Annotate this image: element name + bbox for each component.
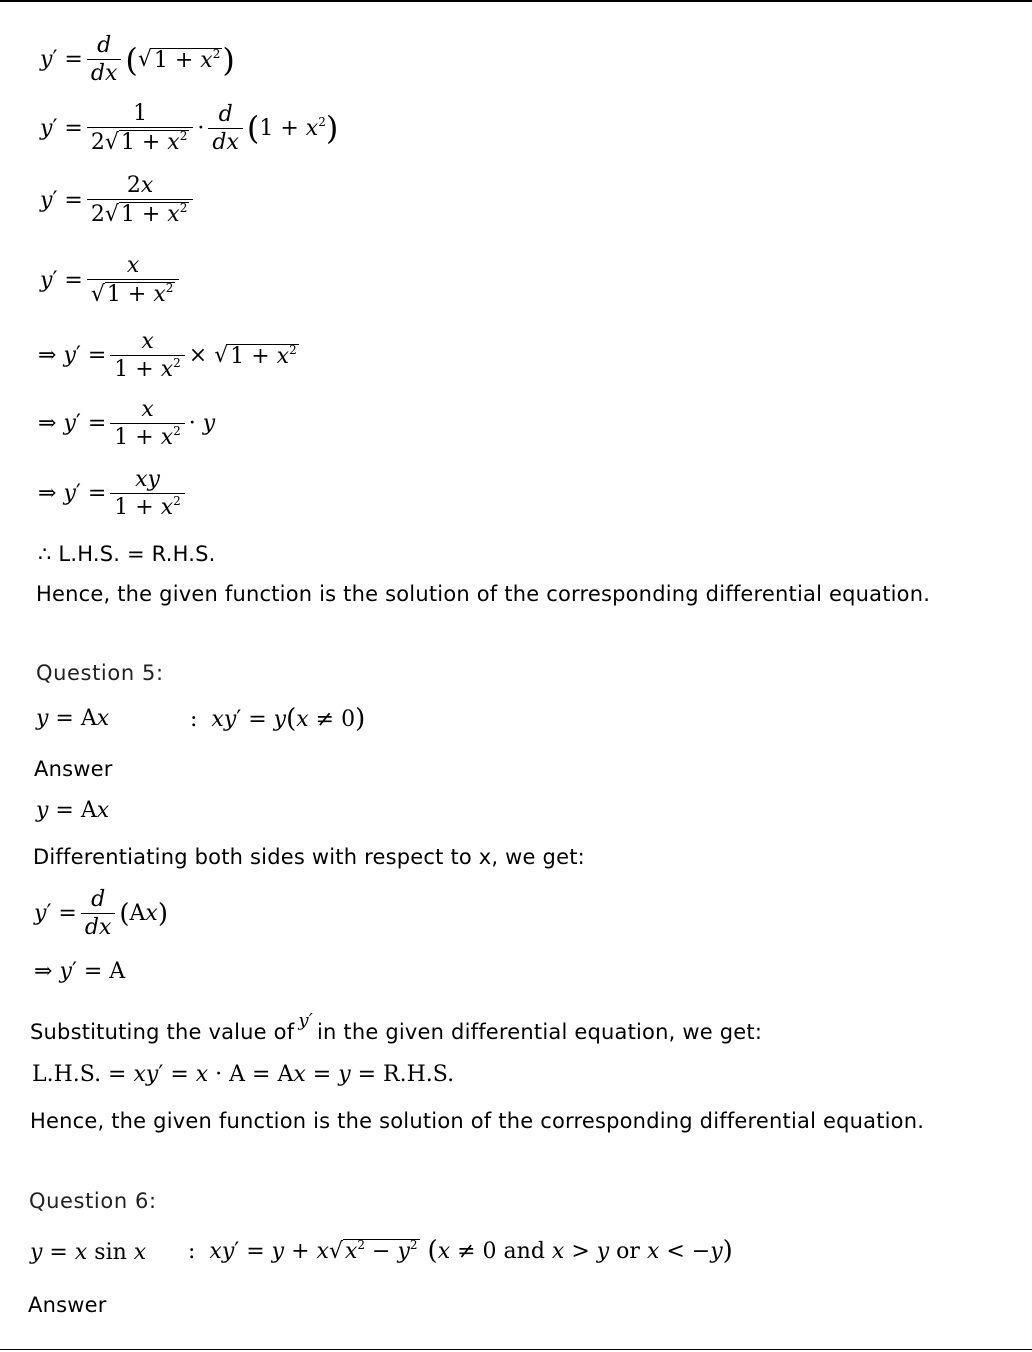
question-5-answer-label: Answer xyxy=(34,757,113,781)
step-5-equation: ⇒ y′ = $\frac{x}{1 + x^2}$ × √ $1 + x^2$ xyxy=(38,329,297,383)
step-6-equation: ⇒ y′ = $\frac{x}{1 + x^2}$ · y xyxy=(38,397,216,451)
hence-statement-2: Hence, the given function is the solution of the corresponding differential equation. xyxy=(30,1109,925,1133)
step-1-equation: y′ = $\frac{d}{dx}$ ( √ $1 + x^2$ ) xyxy=(40,33,235,87)
substituting-text-pre: Substituting the value of xyxy=(30,1020,295,1044)
question-6-answer-label: Answer xyxy=(28,1293,107,1317)
question-5-result: ⇒ y′ = A xyxy=(34,959,126,984)
question-5-restate: y = Ax xyxy=(36,798,110,823)
substituting-symbol: y′ xyxy=(298,1010,313,1031)
differentiating-statement: Differentiating both sides with respect to x, we get: xyxy=(33,845,585,869)
question-6-equation: : xy′ = y + x√ $x^2 - y^2$ ( x ≠ 0 and x > y or x < −y ) xyxy=(188,1236,733,1266)
question-5-equation: : xy′ = y ( x ≠ 0 ) xyxy=(190,704,366,734)
question-5-derivative: y′ = $\frac{d}{dx}$ ( Ax ) xyxy=(34,887,168,941)
lhs-equals-rhs: ∴ L.H.S. = R.H.S. xyxy=(38,542,216,566)
step-4-equation: y′ = $\frac{x}{√1 + x^2}$ xyxy=(40,254,183,306)
question-5-lhs-line: L.H.S. = xy′ = x · A = Ax = y = R.H.S. xyxy=(32,1062,455,1087)
question-5-heading: Question 5: xyxy=(36,661,164,685)
step-2-equation: y′ = $\frac{1}{2√1 + x^2}$ · $\frac{d}{dx}$ ( $1 + x^2$ ) xyxy=(40,101,339,156)
step-7-equation: ⇒ y′ = $\frac{xy}{1 + x^2}$ xyxy=(38,468,189,519)
question-5-function: y = Ax xyxy=(36,706,110,731)
bottom-rule xyxy=(0,1349,1032,1350)
substituting-text-post: in the given differential equation, we get: xyxy=(316,1020,763,1044)
step-3-equation: y′ = $\frac{2x}{2√1 + x^2}$ xyxy=(40,174,197,226)
hence-statement-1: Hence, the given function is the solution of the corresponding differential equation. xyxy=(36,582,931,606)
substituting-statement xyxy=(30,1010,763,1044)
question-6-heading: Question 6: xyxy=(29,1189,157,1213)
question-6-function: y = x sin x xyxy=(30,1240,147,1265)
top-rule xyxy=(0,0,1032,2)
